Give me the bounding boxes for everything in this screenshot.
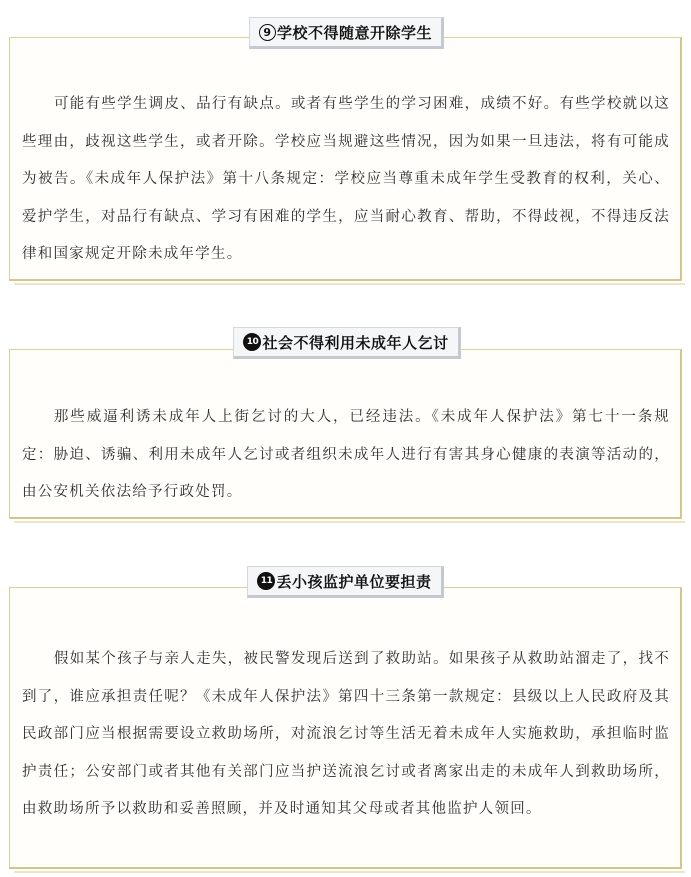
circled-number-11: 11 [257, 572, 275, 590]
section-box [9, 587, 682, 869]
circled-number-10: 10 [243, 333, 261, 351]
section-heading: 丢小孩监护单位要担责 [276, 572, 432, 591]
section-body: 可能有些学生调皮、品行有缺点。或者有些学生的学习困难，成绩不好。有些学校就以这些理由，歧视这些学生，或者开除。学校应当规避这些情况，因为如果一旦违法，将有可能成为被告。《未成年人保护法》第十八条规定：学校应当尊重未成年学生受教育的权利，关心、爱护学生，对品行有缺点、学习有困难的学生，应当耐心教育、帮助，不得歧视，不得违反法律和国家规定开除未成年学生。 [22, 96, 670, 262]
section-box [9, 349, 682, 519]
section-heading: 社会不得利用未成年人乞讨 [262, 333, 449, 352]
box-shadow-line [14, 871, 685, 873]
section-body: 假如某个孩子与亲人走失，被民警发现后送到了救助站。如果孩子从救助站溜走了，找不到了，谁应承担责任呢？《未成年人保护法》第四十三条第一款规定：县级以上人民政府及其民政部门应当根据需要设立救助场所，对流浪乞讨等生活无着未成年人实施救助，承担临时监护责任；公安部门或者其他有关部门应当护送流浪乞讨或者离家出走的未成年人到救助场所，由救助场所予以救助和妥善照顾，并及时通知其父母或者其他监护人领回。 [22, 651, 670, 817]
box-shadow-line [14, 521, 685, 523]
section-heading: 学校不得随意开除学生 [276, 23, 432, 42]
circled-number-9: 9 [259, 24, 276, 41]
section-heading-tag [233, 327, 461, 359]
section-heading-tag [249, 17, 444, 49]
section-box [9, 37, 682, 281]
box-shadow-line [14, 283, 685, 285]
section-body: 那些威逼利诱未成年人上街乞讨的大人，已经违法。《未成年人保护法》第七十一条规定：胁迫、诱骗、利用未成年人乞讨或者组织未成年人进行有害其身心健康的表演等活动的，由公安机关依法给予行政处罚。 [22, 409, 670, 500]
section-heading-tag [247, 566, 444, 598]
